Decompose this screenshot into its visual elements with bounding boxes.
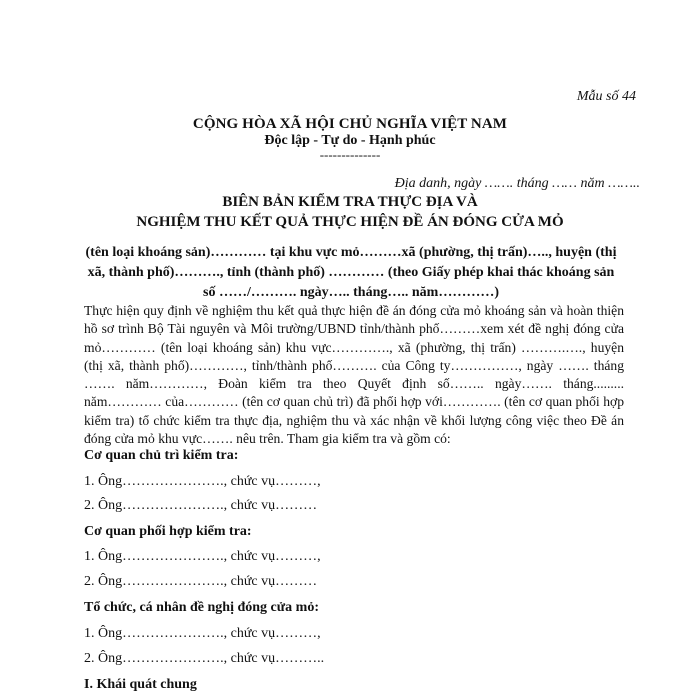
applicant-member-1: 1. Ông…………………., chức vụ………, bbox=[84, 626, 321, 641]
coordinating-agency-member-1: 1. Ông…………………., chức vụ………, bbox=[84, 549, 321, 564]
document-title-line-2: NGHIỆM THU KẾT QUẢ THỰC HIỆN ĐỀ ÁN ĐÓNG CỬA MỎ bbox=[136, 214, 564, 230]
lead-agency-member-1: 1. Ông…………………., chức vụ………, bbox=[84, 474, 321, 489]
national-motto: Độc lập - Tự do - Hạnh phúc bbox=[264, 133, 436, 148]
section-heading-applicant: Tổ chức, cá nhân đề nghị đóng cửa mỏ: bbox=[84, 600, 319, 615]
form-number: Mẫu số 44 bbox=[576, 89, 636, 104]
section-heading-general-overview: I. Khái quát chung bbox=[84, 677, 197, 692]
section-heading-coordinating-agency: Cơ quan phối hợp kiểm tra: bbox=[84, 524, 252, 539]
document-title-line-1: BIÊN BẢN KIỂM TRA THỰC ĐỊA VÀ bbox=[222, 194, 478, 210]
body-paragraph: Thực hiện quy định về nghiệm thu kết quả thực hiện đề án đóng cửa mỏ khoáng sản và hoàn thiện hồ sơ trình Bộ Tài nguyên và Môi trường/UBND tỉnh/thành phố………xem xét đề nghị đóng cửa mỏ………… (tên loại khoáng sản) khu vực…………., xã (phường, thị trấn) ……….…., huyện (thị xã, thành phố)…………, tỉnh/thành phố………. của Công ty……………, ngày ……. tháng ……. năm…………, Đoàn kiểm tra theo Quyết định số…….. ngày……. tháng......... năm………… của………… (tên cơ quan chủ trì) đã phối hợp với…………. (tên cơ quan phối hợp kiểm tra) tổ chức kiểm tra thực địa, nghiệm thu và xác nhận về khối lượng công việc theo Đề án đóng cửa mỏ khu vực……. nêu trên. Tham gia kiểm tra và gồm có: bbox=[84, 303, 624, 447]
place-date-line: Địa danh, ngày ……. tháng …… năm …….. bbox=[394, 176, 640, 191]
applicant-member-2: 2. Ông…………………., chức vụ……….. bbox=[84, 651, 325, 666]
country-name: CỘNG HÒA XÃ HỘI CHỦ NGHĨA VIỆT NAM bbox=[192, 116, 508, 132]
section-heading-lead-agency: Cơ quan chủ trì kiểm tra: bbox=[84, 448, 239, 463]
lead-agency-member-2: 2. Ông…………………., chức vụ……… bbox=[84, 498, 318, 513]
header-divider: -------------- bbox=[319, 147, 381, 162]
coordinating-agency-member-2: 2. Ông…………………., chức vụ……… bbox=[84, 574, 318, 589]
document-subtitle: (tên loại khoáng sản)………… tại khu vực mỏ………xã (phường, thị trấn)….., huyện (thị xã, thành phố)………., tỉnh (thành phố) ………… (theo Giấy phép khai thác khoáng sản số ……/………. ngày….. tháng….. năm…………) bbox=[85, 245, 617, 300]
